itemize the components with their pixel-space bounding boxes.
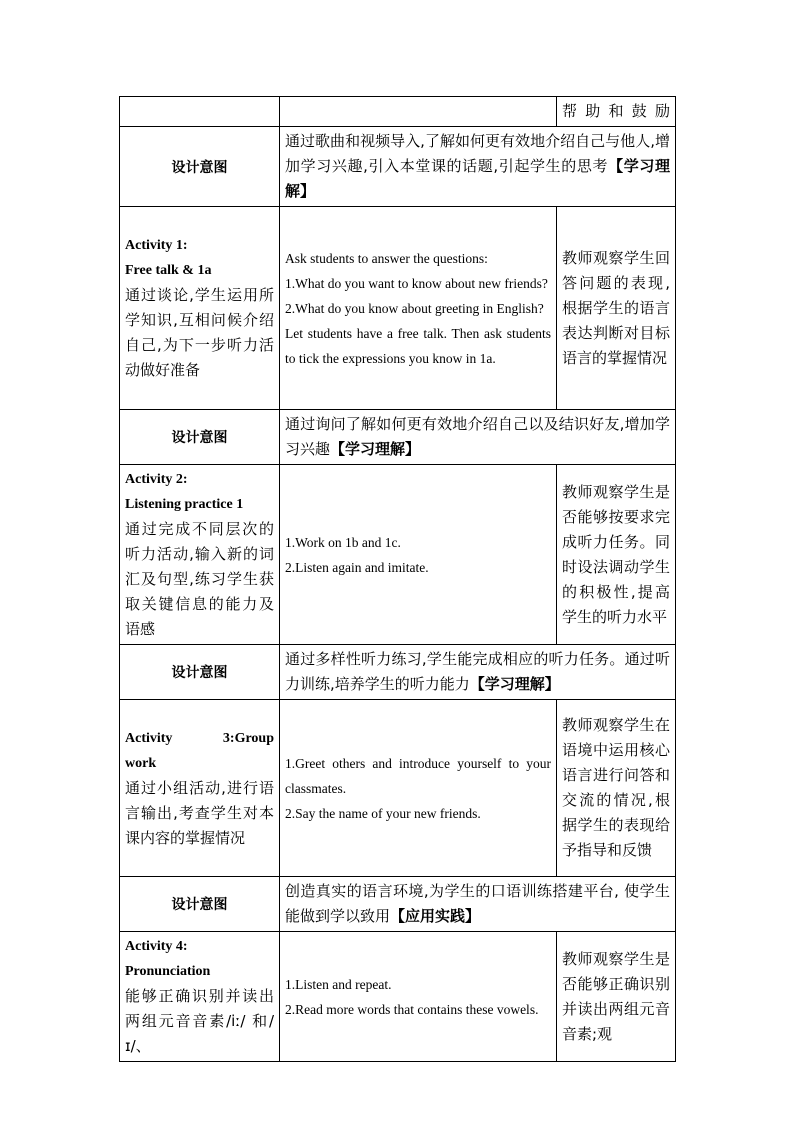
evaluation-continuation: 帮助和鼓励 bbox=[557, 97, 676, 127]
table-row-activity-2 bbox=[120, 465, 676, 645]
design-intent-text bbox=[280, 410, 676, 465]
design-intent-text bbox=[280, 645, 676, 700]
competency-tag: 【学习理解】 bbox=[330, 440, 421, 458]
activity-1-cell bbox=[120, 207, 280, 410]
design-intent-label: 设计意图 bbox=[120, 877, 280, 932]
design-intent-body: 通过多样性听力练习,学生能完成相应的听力任务。通过听力训练,培养学生的听力能力 bbox=[285, 650, 670, 693]
activity-1-steps bbox=[280, 207, 557, 410]
activity-title: Activity 2: bbox=[125, 472, 188, 487]
activity-3-cell bbox=[120, 700, 280, 877]
activity-4-evaluation: 教师观察学生是否能够正确识别并读出两组元音音素;观 bbox=[557, 932, 676, 1062]
step-line: 1.Listen and repeat. bbox=[285, 976, 392, 992]
design-intent-label: 设计意图 bbox=[120, 410, 280, 465]
step-line: 1.Greet others and introduce yourself to your classmates. bbox=[285, 755, 551, 796]
table-row-activity-1 bbox=[120, 207, 676, 410]
design-intent-text bbox=[280, 127, 676, 207]
table-row-design-intent-3 bbox=[120, 645, 676, 700]
step-line: 2.Read more words that contains these vowels. bbox=[285, 1001, 539, 1017]
activity-3-steps bbox=[280, 700, 557, 877]
step-line: Ask students to answer the questions: bbox=[285, 250, 488, 266]
competency-tag: 【学习理解】 bbox=[285, 157, 670, 200]
design-intent-label: 设计意图 bbox=[120, 127, 280, 207]
step-line: 2.What do you know about greeting in English? bbox=[285, 300, 544, 316]
table-row-design-intent-4 bbox=[120, 877, 676, 932]
competency-tag: 【应用实践】 bbox=[390, 907, 481, 925]
table-row-activity-4 bbox=[120, 932, 676, 1062]
design-intent-body: 通过歌曲和视频导入,了解如何更有效地介绍自己与他人,增加学习兴趣,引入本堂课的话题,引起学生的思考 bbox=[285, 132, 670, 175]
cell-empty-middle bbox=[280, 97, 557, 127]
activity-description: 能够正确识别并读出两组元音音素/iː/ 和/ɪ/、 bbox=[125, 987, 274, 1055]
cell-empty-left bbox=[120, 97, 280, 127]
activity-4-cell bbox=[120, 932, 280, 1062]
step-line: Let students have a free talk. Then ask students to tick the expressions you know in 1a. bbox=[285, 325, 551, 366]
activity-title: Activity 3:Group bbox=[125, 730, 274, 746]
activity-2-cell bbox=[120, 465, 280, 645]
activity-subtitle: Pronunciation bbox=[125, 964, 211, 979]
activity-subtitle: Free talk & 1a bbox=[125, 263, 212, 278]
design-intent-body: 创造真实的语言环境,为学生的口语训练搭建平台, 使学生能做到学以致用 bbox=[285, 882, 670, 925]
design-intent-text bbox=[280, 877, 676, 932]
competency-tag: 【学习理解】 bbox=[469, 675, 560, 693]
lesson-plan-table bbox=[119, 96, 676, 1062]
step-line: 1.Work on 1b and 1c. bbox=[285, 534, 401, 550]
activity-4-steps bbox=[280, 932, 557, 1062]
activity-title: Activity 1: bbox=[125, 238, 188, 253]
table-row-activity-3 bbox=[120, 700, 676, 877]
activity-description: 通过谈论,学生运用所学知识,互相问候介绍自己,为下一步听力活动做好准备 bbox=[125, 286, 274, 379]
activity-description: 通过完成不同层次的听力活动,输入新的词汇及句型,练习学生获取关键信息的能力及语感 bbox=[125, 520, 274, 638]
activity-2-steps bbox=[280, 465, 557, 645]
step-line: 2.Listen again and imitate. bbox=[285, 559, 429, 575]
activity-description: 通过小组活动,进行语言输出,考查学生对本课内容的掌握情况 bbox=[125, 778, 274, 847]
activity-subtitle: Listening practice 1 bbox=[125, 497, 244, 512]
activity-3-evaluation: 教师观察学生在语境中运用核心语言进行问答和交流的情况,根据学生的表现给予指导和反馈 bbox=[557, 700, 676, 877]
table-row-continuation bbox=[120, 97, 676, 127]
step-line: 2.Say the name of your new friends. bbox=[285, 805, 481, 821]
step-line: 1.What do you want to know about new friends? bbox=[285, 275, 548, 291]
activity-title: Activity 4: bbox=[125, 939, 188, 954]
table-row-design-intent-2 bbox=[120, 410, 676, 465]
activity-1-evaluation: 教师观察学生回答问题的表现,根据学生的语言表达判断对目标语言的掌握情况 bbox=[557, 207, 676, 410]
table-row-design-intent-1 bbox=[120, 127, 676, 207]
design-intent-label: 设计意图 bbox=[120, 645, 280, 700]
activity-2-evaluation: 教师观察学生是否能够按要求完成听力任务。同时设法调动学生的积极性,提高学生的听力水平 bbox=[557, 465, 676, 645]
activity-subtitle: work bbox=[125, 755, 157, 771]
design-intent-body: 通过询问了解如何更有效地介绍自己以及结识好友,增加学习兴趣 bbox=[285, 415, 670, 458]
